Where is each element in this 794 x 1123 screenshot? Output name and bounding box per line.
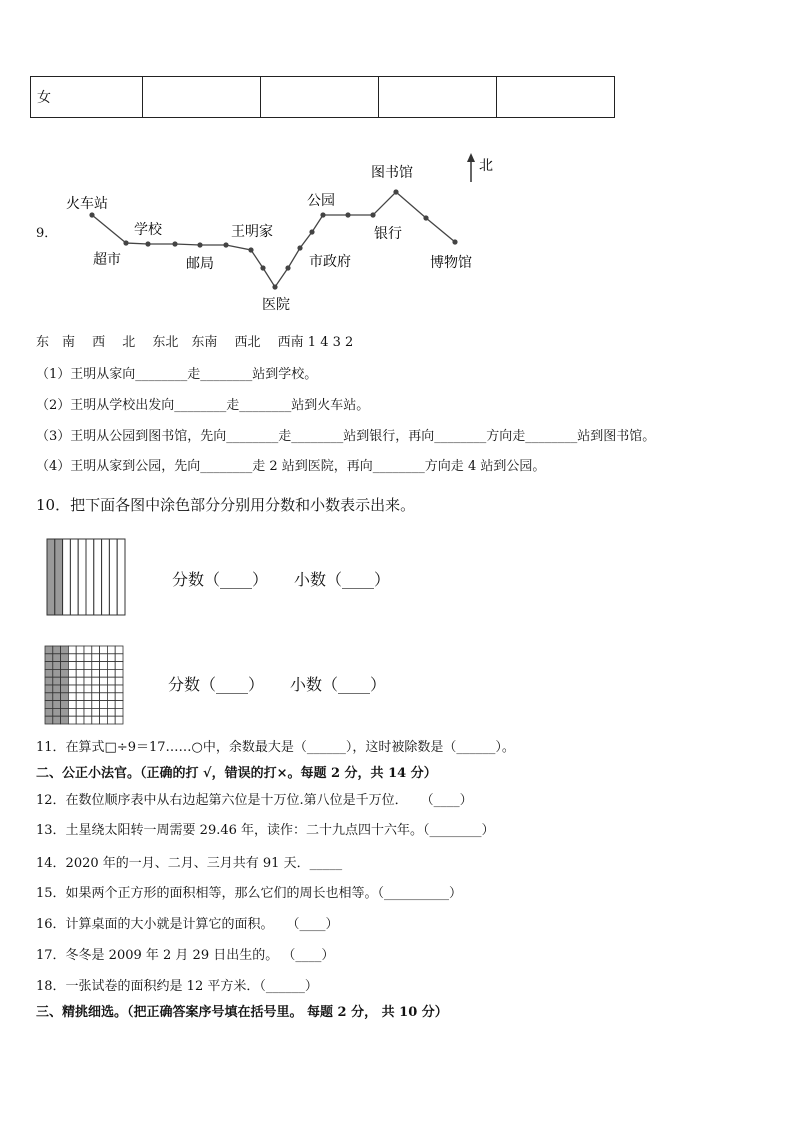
blank-cell [92, 716, 100, 724]
blank-cell [76, 654, 84, 662]
shaded-cell [45, 685, 53, 693]
blank-cell [68, 685, 76, 693]
blank-column [70, 539, 78, 615]
question-16: 16．计算桌面的大小就是计算它的面积。 （____） [36, 917, 339, 932]
blank-cell [76, 701, 84, 709]
blank-cell [115, 654, 123, 662]
blank-cell [107, 716, 115, 724]
blank-cell [107, 693, 115, 701]
blank-cell [100, 654, 108, 662]
blank-column [117, 539, 125, 615]
blank-cell [68, 669, 76, 677]
blank-cell [84, 701, 92, 709]
blank-cell [76, 669, 84, 677]
blank-cell [92, 669, 100, 677]
question-9-part-1: （1）王明从家向________走________站到学校。 [36, 367, 318, 382]
question-12: 12．在数位顺序表中从右边起第六位是十万位.第八位是千万位． （____） [36, 793, 473, 808]
shaded-cell [45, 646, 53, 654]
route-map [0, 150, 520, 320]
blank-column [109, 539, 117, 615]
blank-column [94, 539, 102, 615]
table-row [31, 77, 615, 118]
fig1-fraction-label: 分数（____） [172, 570, 269, 589]
blank-cell [92, 693, 100, 701]
label-city-hall: 市政府 [309, 254, 351, 270]
blank-cell [107, 701, 115, 709]
blank-cell [115, 693, 123, 701]
blank-cell [100, 677, 108, 685]
shaded-column [55, 539, 63, 615]
shaded-cell [61, 662, 69, 670]
shaded-cell [45, 701, 53, 709]
blank-cell [68, 646, 76, 654]
blank-column [78, 539, 86, 615]
blank-column [102, 539, 110, 615]
blank-cell [68, 716, 76, 724]
blank-cell [92, 646, 100, 654]
figure-2-grid [45, 646, 123, 724]
question-9-part-2: （2）王明从学校出发向________走________站到火车站。 [36, 398, 370, 413]
shaded-cell [45, 716, 53, 724]
word-bank: 东 南 西 北 东北 东南 西北 西南 1 4 3 2 [36, 335, 354, 350]
blank-cell [115, 646, 123, 654]
blank-cell [84, 662, 92, 670]
shaded-cell [53, 662, 61, 670]
shaded-cell [53, 701, 61, 709]
section-3-title: 三、精挑细选。（把正确答案序号填在括号里。 每题 2 分， 共 10 分） [36, 1005, 448, 1020]
shaded-cell [61, 716, 69, 724]
north-arrow-icon [467, 153, 475, 182]
question-18: 18．一张试卷的面积约是 12 平方米．（______） [36, 979, 318, 994]
blank-cell [68, 662, 76, 670]
shaded-cell [61, 693, 69, 701]
blank-cell [76, 685, 84, 693]
blank-cell [92, 677, 100, 685]
fig2-decimal-label: 小数（____） [290, 675, 387, 694]
blank-cell [100, 669, 108, 677]
fig2-fraction-label: 分数（____） [168, 675, 265, 694]
label-wangming-home: 王明家 [231, 224, 273, 240]
blank-cell [100, 708, 108, 716]
shaded-cell [45, 693, 53, 701]
north-label: 北 [479, 158, 493, 174]
label-library: 图书馆 [371, 165, 413, 181]
label-supermarket: 超市 [93, 252, 121, 268]
shaded-cell [61, 677, 69, 685]
shaded-cell [45, 654, 53, 662]
blank-cell [107, 685, 115, 693]
shaded-cell [61, 701, 69, 709]
blank-cell [100, 646, 108, 654]
shaded-cell [53, 646, 61, 654]
label-school: 学校 [134, 222, 162, 238]
shaded-cell [61, 669, 69, 677]
figure-1-grid [47, 539, 125, 615]
shaded-cell [53, 708, 61, 716]
shaded-cell [53, 677, 61, 685]
blank-cell [100, 685, 108, 693]
question-17: 17．冬冬是 2009 年 2 月 29 日出生的。 （____） [36, 948, 335, 963]
blank-cell [76, 708, 84, 716]
figure-hundred-grid [44, 645, 124, 725]
blank-cell [107, 677, 115, 685]
shaded-cell [45, 662, 53, 670]
fig1-decimal-label: 小数（____） [294, 570, 391, 589]
blank-cell [84, 685, 92, 693]
shaded-cell [45, 669, 53, 677]
shaded-cell [45, 677, 53, 685]
question-10-title: 10．把下面各图中涂色部分分别用分数和小数表示出来。 [36, 496, 416, 514]
shaded-cell [53, 669, 61, 677]
question-15: 15．如果两个正方形的面积相等，那么它们的周长也相等。（__________） [36, 886, 463, 901]
blank-cell [115, 662, 123, 670]
blank-cell [92, 685, 100, 693]
shaded-cell [61, 646, 69, 654]
blank-cell [68, 708, 76, 716]
section-2-title: 二、公正小法官。（正确的打 √，错误的打×。每题 2 分，共 14 分） [36, 766, 437, 781]
blank-column [63, 539, 71, 615]
shaded-cell [61, 708, 69, 716]
label-post-office: 邮局 [186, 256, 214, 272]
shaded-cell [53, 685, 61, 693]
shaded-cell [61, 654, 69, 662]
table-cell[interactable] [379, 77, 497, 118]
table-row-label: 女 [31, 77, 143, 118]
blank-cell [100, 662, 108, 670]
label-park: 公园 [307, 193, 335, 209]
blank-cell [115, 669, 123, 677]
question-9-part-4: （4）王明从家到公园，先向________走 2 站到医院，再向________方向走 4 站到公园。 [36, 459, 546, 474]
question-14: 14．2020 年的一月、二月、三月共有 91 天．_____ [36, 856, 343, 871]
blank-cell [115, 685, 123, 693]
table-cell[interactable] [497, 77, 615, 118]
blank-cell [68, 701, 76, 709]
blank-cell [84, 669, 92, 677]
label-train-station: 火车站 [66, 196, 108, 212]
blank-cell [76, 716, 84, 724]
shaded-cell [61, 685, 69, 693]
question-13: 13．土星绕太阳转一周需要 29.46 年，读作：二十九点四十六年。（________） [36, 823, 495, 838]
blank-cell [84, 677, 92, 685]
blank-cell [115, 701, 123, 709]
blank-cell [84, 716, 92, 724]
question-9-part-3: （3）王明从公园到图书馆，先向________走________站到银行，再向________方向走________站到图书馆。 [36, 429, 656, 444]
shaded-cell [53, 716, 61, 724]
blank-cell [107, 708, 115, 716]
answer-table [30, 76, 615, 118]
route-stops [89, 189, 457, 289]
blank-cell [107, 654, 115, 662]
blank-cell [92, 654, 100, 662]
blank-cell [92, 708, 100, 716]
blank-cell [84, 693, 92, 701]
blank-cell [115, 677, 123, 685]
blank-cell [84, 646, 92, 654]
shaded-cell [45, 708, 53, 716]
blank-cell [107, 646, 115, 654]
blank-cell [84, 654, 92, 662]
label-hospital: 医院 [262, 297, 290, 313]
blank-cell [107, 669, 115, 677]
shaded-column [47, 539, 55, 615]
blank-cell [76, 693, 84, 701]
blank-cell [84, 708, 92, 716]
blank-cell [92, 662, 100, 670]
blank-column [86, 539, 94, 615]
question-9-number: 9． [36, 226, 58, 241]
blank-cell [76, 677, 84, 685]
question-11: 11．在算式□÷9＝17……○中，余数最大是（______），这时被除数是（______）。 [36, 740, 515, 755]
table-cell[interactable] [143, 77, 261, 118]
blank-cell [76, 646, 84, 654]
figure-column-bar [46, 538, 126, 616]
shaded-cell [53, 693, 61, 701]
blank-cell [115, 708, 123, 716]
blank-cell [68, 654, 76, 662]
blank-cell [68, 693, 76, 701]
label-bank: 银行 [374, 226, 402, 242]
blank-cell [68, 677, 76, 685]
label-museum: 博物馆 [430, 255, 472, 271]
blank-cell [100, 693, 108, 701]
blank-cell [115, 716, 123, 724]
table-cell[interactable] [261, 77, 379, 118]
blank-cell [92, 701, 100, 709]
blank-cell [76, 662, 84, 670]
blank-cell [107, 662, 115, 670]
blank-cell [100, 701, 108, 709]
blank-cell [100, 716, 108, 724]
shaded-cell [53, 654, 61, 662]
